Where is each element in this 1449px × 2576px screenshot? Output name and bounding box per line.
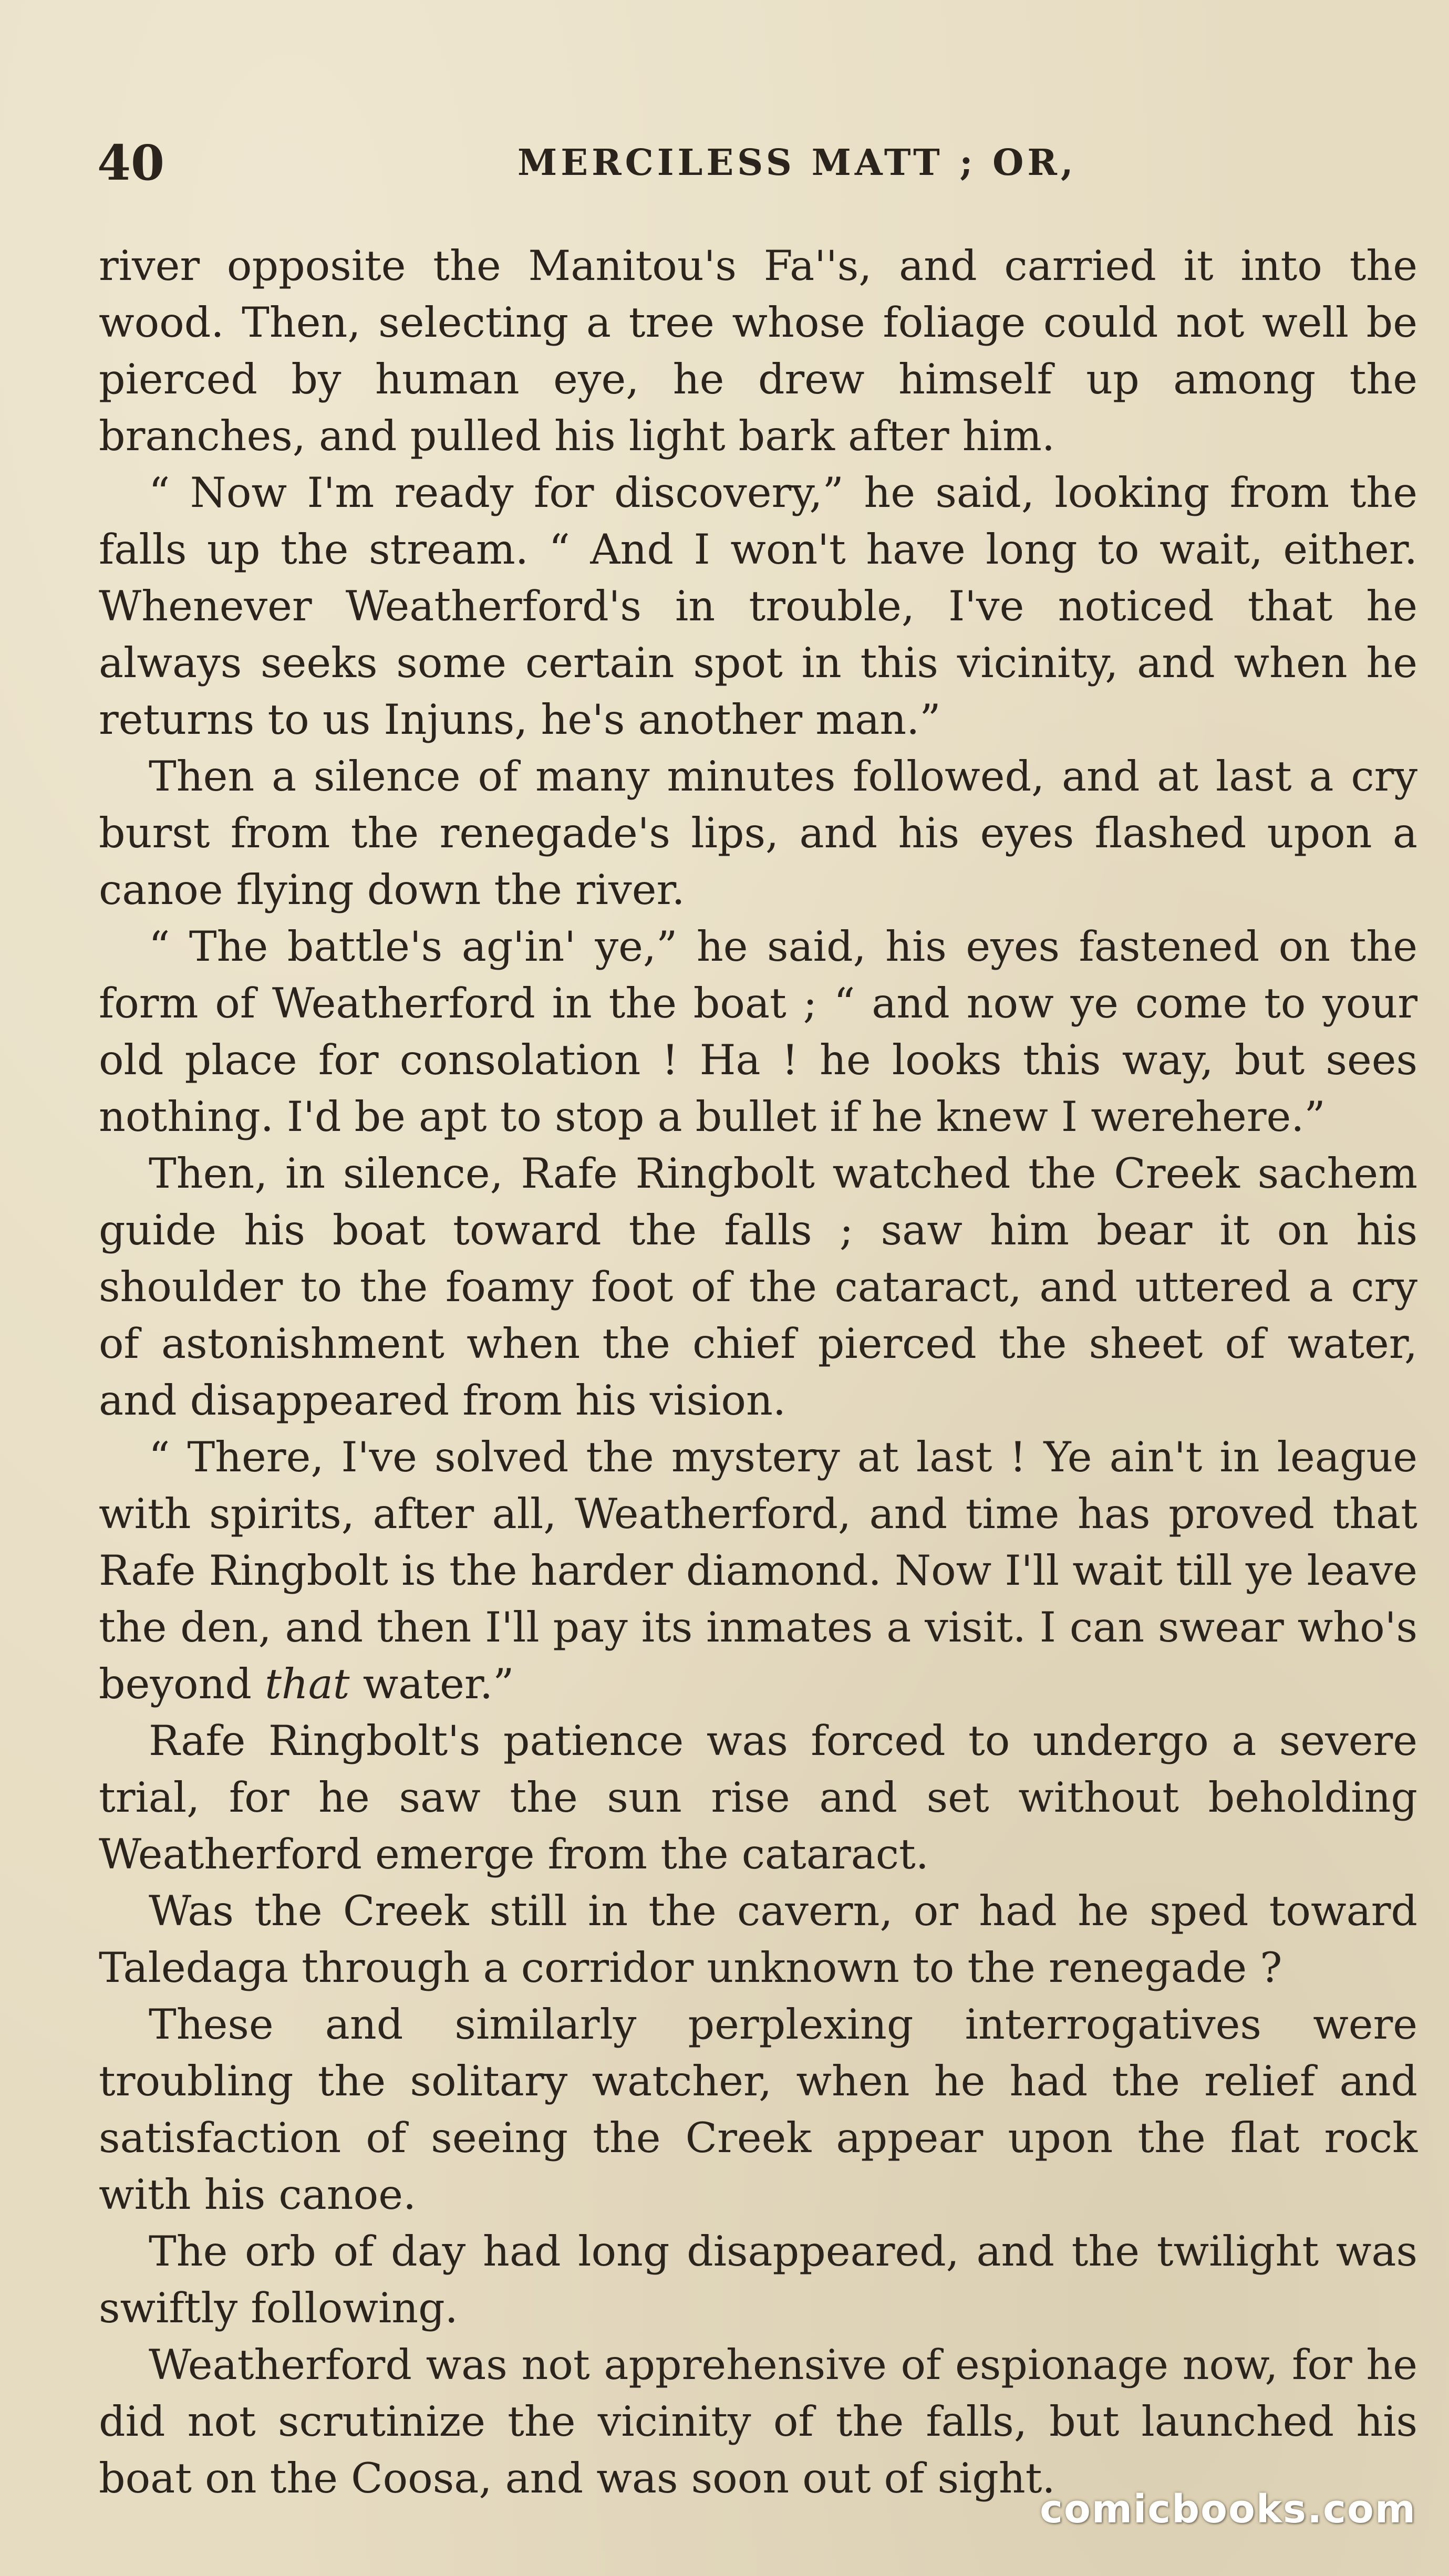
- watermark: comicbooks.com: [1040, 2487, 1416, 2532]
- page-number: 40: [97, 134, 165, 191]
- paragraph-9: These and similarly perplexing interrogatives were troubling the solitary watcher, when he had the relief and satisfaction of seeing the Creek appear upon the flat rock with his canoe.: [99, 2000, 1417, 2219]
- paragraph-6-text-before: “ There, I've solved the mystery at last ! Ye ain't in league with spirits, after all, Weatherford, and time has proved that Rafe Ringbolt is the harder diamond. Now I'll wait till ye leave the den, and then I'll pay its inmates a visit. I can swear who's beyond: [99, 1433, 1417, 1708]
- paragraph-6-italic-word: that: [265, 1660, 350, 1708]
- running-header: [97, 134, 1421, 192]
- paragraph-10: The orb of day had long disappeared, and the twilight was swiftly following.: [99, 2227, 1417, 2332]
- paragraph-7: Rafe Ringbolt's patience was forced to undergo a severe trial, for he saw the sun rise and set without beholding Weatherford emerge from the cataract.: [99, 1717, 1417, 1878]
- paragraph-5: Then, in silence, Rafe Ringbolt watched the Creek sachem guide his boat toward the falls ; saw him bear it on his shoulder to the foamy foot of the cataract, and uttered a cry of astonishment when the chief pierced the sheet of water, and disappeared from his vision.: [99, 1149, 1417, 1425]
- paragraph-6: [99, 1429, 1417, 1712]
- paragraph-8: Was the Creek still in the cavern, or had he sped toward Taledaga through a corridor unknown to the renegade ?: [99, 1887, 1417, 1992]
- paragraph-3: Then a silence of many minutes followed, and at last a cry burst from the renegade's lips, and his eyes flashed upon a canoe flying down the river.: [99, 752, 1417, 914]
- paragraph-11: Weatherford was not apprehensive of espionage now, for he did not scrutinize the vicinity of the falls, but launched his boat on the Coosa, and was soon out of sight.: [99, 2341, 1417, 2502]
- paragraph-6-text-after: water.”: [349, 1660, 514, 1708]
- running-title: MERCILESS MATT ; OR,: [518, 142, 1077, 184]
- paragraph-1: river opposite the Manitou's Fa''s, and carried it into the wood. Then, selecting a tree whose foliage could not well be pierced by human eye, he drew himself up among the branches, and pulled his light bark after him.: [99, 242, 1417, 460]
- paragraph-2: “ Now I'm ready for discovery,” he said, looking from the falls up the stream. “ And I won't have long to wait, either. Whenever Weatherford's in trouble, I've noticed that he always seeks some certain spot in this vicinity, and when he returns to us Injuns, he's another man.”: [99, 469, 1417, 744]
- body-text: [99, 237, 1417, 2507]
- paragraph-4: “ The battle's ag'in' ye,” he said, his eyes fastened on the form of Weatherford in the boat ; “ and now ye come to your old place for consolation ! Ha ! he looks this way, but sees nothing. I'd be apt to stop a bullet if he knew I werehere.”: [99, 922, 1417, 1141]
